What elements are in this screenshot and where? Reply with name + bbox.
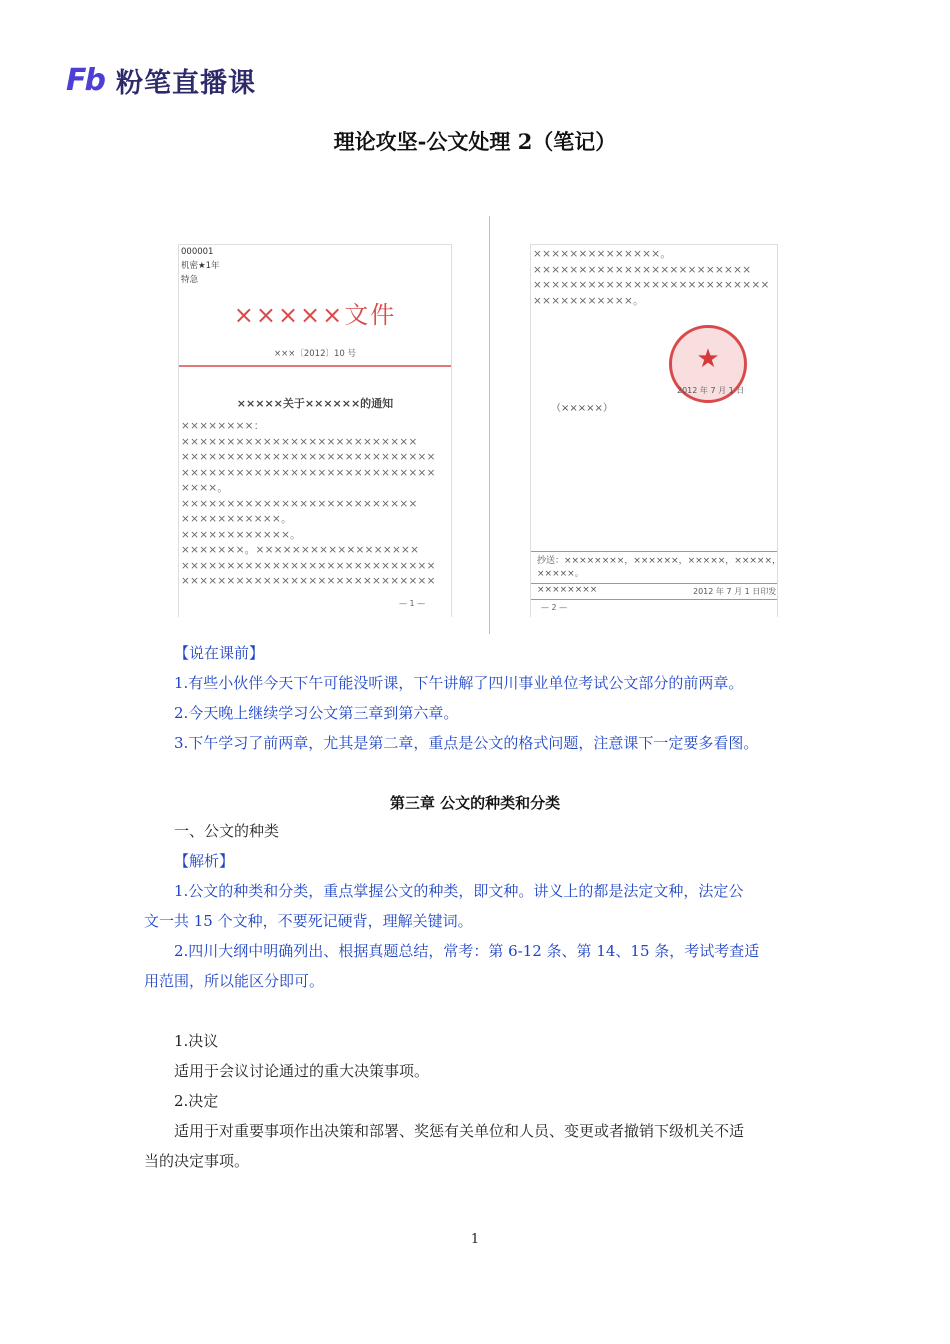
chapter-heading: 第三章 公文的种类和分类: [389, 794, 561, 812]
sample-annotation: （×××××）: [551, 403, 613, 414]
doc-type-name: 2.决定: [174, 1092, 219, 1110]
sample-line: ××××××××××××××××××××××××××: [181, 435, 418, 448]
sample-body: [181, 419, 451, 590]
doc-type-name: 1.决议: [174, 1032, 219, 1050]
sample-heading: ×××××关于××××××的通知: [236, 397, 394, 410]
sample-line: ××××××××××××××××××××××××: [533, 263, 752, 276]
sample-rule: [531, 599, 777, 600]
sample-line: ××××××××××××××××××××××××××××: [181, 466, 436, 479]
analysis-line: 2.四川大纲中明确列出、根据真题总结，常考：第 6-12 条、第 14、15 条，考试考查适: [174, 942, 760, 960]
sample-page-label: — 2 —: [541, 603, 568, 612]
image-divider: [489, 216, 490, 634]
fb-logo-icon: Fb: [66, 62, 104, 98]
sample-line: ×××××××。××××××××××××××××××: [181, 544, 420, 556]
sample-rule: [531, 583, 777, 584]
sample-meta-line: 000001: [181, 247, 214, 257]
sample-document-page-1: [178, 244, 452, 617]
sample-cc-line: ×××××。: [537, 569, 584, 579]
sample-red-header: ×××××文件: [233, 301, 397, 329]
intro-item: 3.下午学习了前两章，尤其是第二章，重点是公文的格式问题，注意课下一定要多看图。: [174, 734, 759, 752]
sample-body: [533, 247, 777, 309]
seal-emblem-icon: ★: [696, 344, 720, 374]
sample-doc-number: ×××〔2012〕10 号: [273, 349, 357, 359]
doc-type-desc: 当的决定事项。: [144, 1152, 250, 1170]
sample-line: ×××××××××××。: [181, 513, 292, 525]
sample-meta-line: 特急: [181, 275, 199, 285]
sample-meta-line: 机密★1年: [181, 261, 220, 271]
sample-cc: [537, 555, 781, 581]
intro-item: 2.今天晚上继续学习公文第三章到第六章。: [174, 704, 459, 722]
sample-line: ××××××××××××××××××××××××××: [533, 279, 770, 291]
page-number: 1: [470, 1232, 480, 1247]
brand-logo: [66, 62, 256, 98]
sample-line: ××××××××：: [181, 420, 265, 432]
section-heading: 一、公文的种类: [174, 822, 280, 840]
sample-line: ××××××××××××××××××××××××××××: [181, 575, 436, 587]
sample-document-page-2: [530, 244, 781, 617]
brand-name: 粉笔直播课: [115, 67, 256, 99]
sample-red-line: [179, 365, 451, 367]
sample-issuer: ××××××××: [537, 585, 598, 595]
sample-line: ××××××××××××××××××××××××××××: [181, 559, 436, 572]
sample-line: ××××××××××××××××××××××××××××: [181, 451, 436, 463]
sample-line: ×××××××××××。: [533, 294, 644, 307]
analysis-line: 文一共 15 个文种，不要死记硬背，理解关键词。: [144, 912, 473, 930]
sample-line: ××××。: [181, 482, 229, 494]
sample-line: ××××××××××××。: [181, 528, 301, 541]
sample-meta: [181, 245, 220, 287]
sample-line: ××××××××××××××。: [533, 248, 672, 260]
doc-type-desc: 适用于会议讨论通过的重大决策事项。: [174, 1062, 430, 1080]
sample-page-label: — 1 —: [399, 599, 426, 608]
analysis-label: 【解析】: [174, 852, 235, 870]
sample-issue-date: 2012 年 7 月 1 日印发: [693, 587, 777, 596]
sample-rule: [531, 551, 777, 552]
intro-item: 1.有些小伙伴今天下午可能没听课，下午讲解了四川事业单位考试公文部分的前两章。: [174, 674, 744, 692]
analysis-line: 1.公文的种类和分类，重点掌握公文的种类，即文种。讲义上的都是法定文种，法定公: [174, 882, 744, 900]
document-title: 理论攻坚-公文处理 2（笔记）: [333, 129, 617, 154]
sample-seal-date: 2012 年 7 月 1 日: [677, 386, 745, 395]
sample-line: ××××××××××××××××××××××××××: [181, 497, 418, 510]
sample-cc-line: 抄送：××××××××，××××××，×××××，×××××，: [537, 556, 781, 566]
intro-label: 【说在课前】: [174, 644, 265, 662]
doc-type-desc: 适用于对重要事项作出决策和部署、奖惩有关单位和人员、变更或者撤销下级机关不适: [174, 1122, 745, 1140]
analysis-line: 用范围，所以能区分即可。: [144, 972, 325, 990]
